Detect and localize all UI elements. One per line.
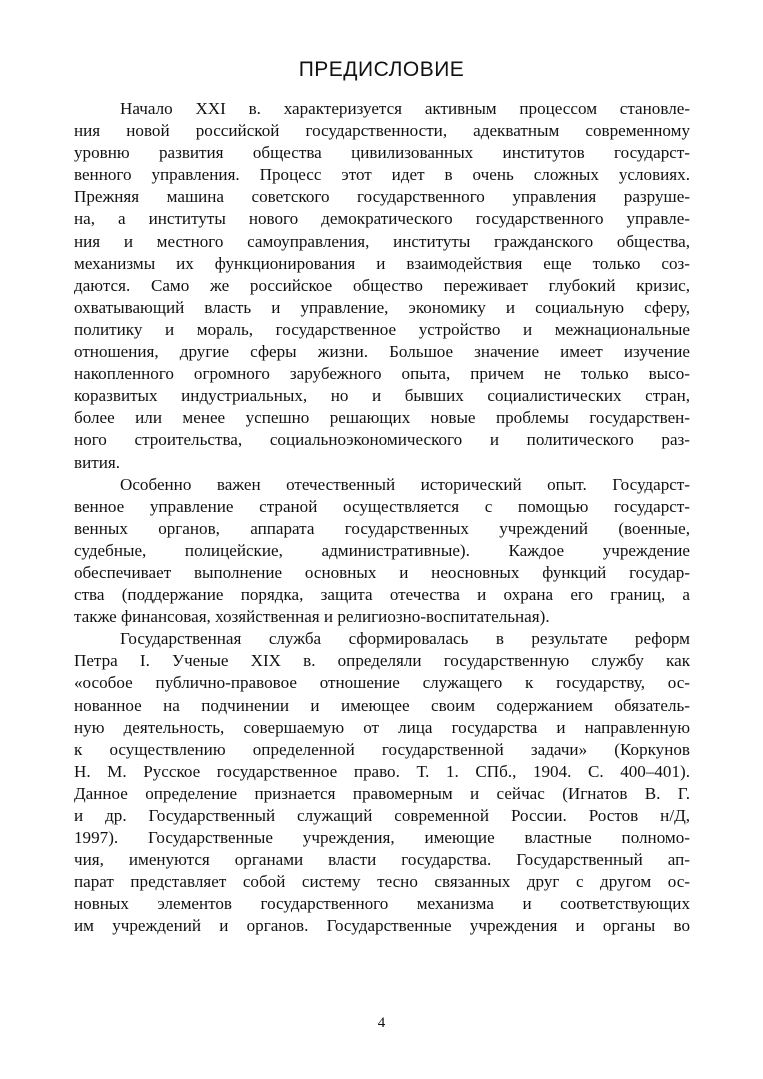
text-line: чия, именуются органами власти государства. Государственный ап- bbox=[74, 850, 690, 870]
text-line: к осуществлению определенной государственной задачи» (Коркунов bbox=[74, 739, 690, 759]
body-text bbox=[74, 98, 690, 938]
page-number: 4 bbox=[377, 1015, 386, 1031]
text-line: ства (поддержание порядка, защита отечества и охрана его границ, а bbox=[74, 585, 690, 605]
text-line: накопленного огромного зарубежного опыта, причем не только высо- bbox=[74, 364, 690, 384]
text-line: ния новой российской государственности, адекватным современному bbox=[74, 121, 690, 141]
text-line: политику и мораль, государственное устройство и межнациональные bbox=[74, 319, 690, 339]
text-line: уровню развития общества цивилизованных институтов государст- bbox=[74, 143, 690, 163]
text-line: вития. bbox=[74, 452, 120, 472]
text-line: венное управление страной осуществляется с помощью государст- bbox=[74, 496, 690, 516]
text-line: более или менее успешно решающих новые проблемы государствен- bbox=[74, 408, 690, 428]
text-line: венного управления. Процесс этот идет в очень сложных условиях. bbox=[74, 165, 690, 185]
text-line: также финансовая, хозяйственная и религиозно-воспитательная). bbox=[74, 607, 550, 627]
text-line: на, а институты нового демократического государственного управле- bbox=[74, 209, 690, 229]
text-line: даются. Само же российское общество переживает глубокий кризис, bbox=[74, 275, 690, 295]
text-line: Особенно важен отечественный исторический опыт. Государст- bbox=[120, 474, 690, 494]
text-line: «особое публично-правовое отношение служащего к государству, ос- bbox=[74, 673, 690, 693]
text-line: охватывающий власть и управление, экономику и социальную сферу, bbox=[74, 297, 690, 317]
text-line: Петра I. Ученые XIX в. определяли государственную службу как bbox=[74, 651, 690, 671]
text-line: ного строительства, социальноэкономического и политического раз- bbox=[74, 430, 690, 450]
text-line: судебные, полицейские, административные). Каждое учреждение bbox=[74, 540, 690, 560]
text-line: ную деятельность, совершаемую от лица государства и направленную bbox=[74, 717, 690, 737]
text-line: им учреждений и органов. Государственные учреждения и органы во bbox=[74, 916, 690, 936]
text-line: и др. Государственный служащий современной России. Ростов н/Д, bbox=[74, 806, 690, 825]
paragraph-2 bbox=[74, 474, 690, 629]
paragraph-3 bbox=[74, 628, 690, 937]
text-line: нованное на подчинении и имеющее своим содержанием обязатель- bbox=[74, 695, 690, 715]
text-line: коразвитых индустриальных, но и бывших социалистических стран, bbox=[74, 386, 690, 406]
text-line: Начало XXI в. характеризуется активным процессом становле- bbox=[120, 99, 690, 118]
text-line: 1997). Государственные учреждения, имеющие властные полномо- bbox=[74, 828, 690, 848]
text-line: ния и местного самоуправления, институты гражданского общества, bbox=[74, 231, 690, 251]
text-line: Прежняя машина советского государственного управления разруше- bbox=[74, 187, 690, 207]
paragraph-1 bbox=[74, 98, 690, 474]
text-line: Данное определение признается правомерным и сейчас (Игнатов В. Г. bbox=[74, 783, 690, 803]
text-line: венных органов, аппарата государственных учреждений (военные, bbox=[74, 518, 690, 538]
text-line: парат представляет собой систему тесно связанных друг с другом ос- bbox=[74, 872, 690, 892]
text-line: механизмы их функционирования и взаимодействия еще только соз- bbox=[74, 253, 690, 273]
text-line: Государственная служба сформировалась в результате реформ bbox=[120, 629, 690, 649]
text-line: Н. М. Русское государственное право. Т. 1. СПб., 1904. С. 400–401). bbox=[74, 761, 690, 781]
text-line: новных элементов государственного механизма и соответствующих bbox=[74, 894, 690, 914]
text-line: отношения, другие сферы жизни. Большое значение имеет изучение bbox=[74, 342, 690, 362]
page-title: ПРЕДИСЛОВИЕ bbox=[298, 58, 465, 81]
text-line: обеспечивает выполнение основных и неосновных функций государ- bbox=[74, 562, 690, 582]
